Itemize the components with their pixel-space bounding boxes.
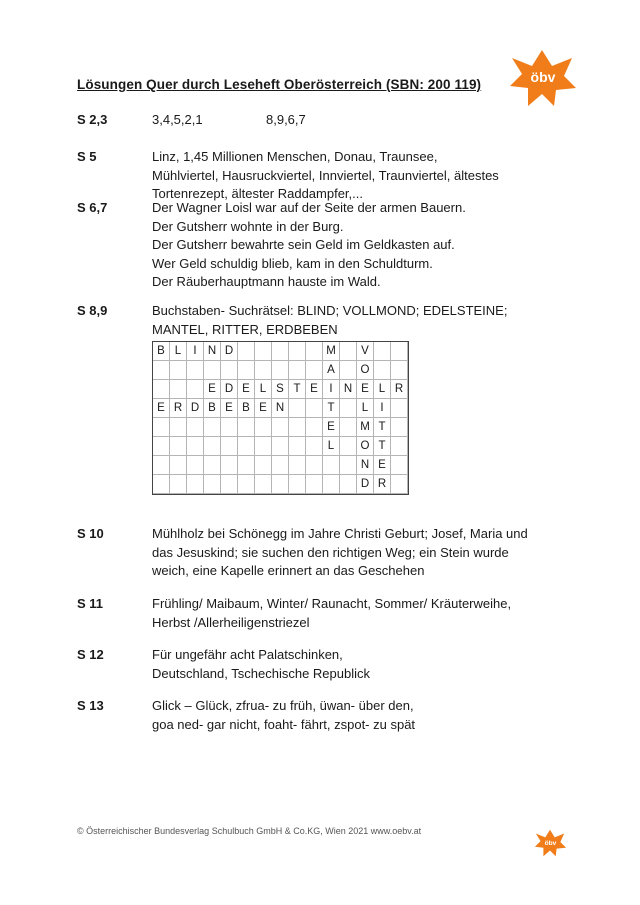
puzzle-cell	[221, 437, 238, 456]
svg-text:öbv: öbv	[544, 839, 557, 847]
puzzle-cell	[187, 437, 204, 456]
puzzle-cell	[340, 361, 357, 380]
text-line: Herbst /Allerheiligenstriezel	[152, 614, 310, 630]
text-line: das Jesuskind; sie suchen den richtigen Weg; ein Stein wurde	[152, 544, 509, 560]
puzzle-cell	[306, 418, 323, 437]
puzzle-cell	[340, 456, 357, 475]
puzzle-cell	[289, 437, 306, 456]
answer-part1: 3,4,5,2,1	[152, 112, 203, 127]
puzzle-cell	[391, 361, 408, 380]
puzzle-cell	[306, 361, 323, 380]
puzzle-cell	[238, 475, 255, 494]
puzzle-cell	[170, 456, 187, 475]
text-line: Buchstaben- Suchrätsel: BLIND; VOLLMOND; EDELSTEINE;	[152, 303, 508, 318]
puzzle-cell: T	[374, 437, 391, 456]
puzzle-cell	[323, 456, 340, 475]
puzzle-cell: L	[357, 399, 374, 418]
puzzle-cell	[391, 456, 408, 475]
letter-search-puzzle-grid	[152, 341, 409, 495]
section-label: S 2,3	[77, 112, 108, 127]
puzzle-cell: A	[323, 361, 340, 380]
text-line: Frühling/ Maibaum, Winter/ Raunacht, Sommer/ Kräuterweihe,	[152, 596, 512, 611]
puzzle-cell: I	[374, 399, 391, 418]
section-label: S 5	[77, 149, 97, 164]
puzzle-cell	[391, 418, 408, 437]
page-title: Lösungen Quer durch Leseheft Oberösterreich (SBN: 200 119)	[77, 77, 482, 92]
puzzle-cell	[289, 361, 306, 380]
puzzle-cell	[272, 418, 289, 437]
puzzle-cell	[221, 361, 238, 380]
puzzle-cell	[204, 418, 221, 437]
puzzle-cell	[306, 342, 323, 361]
puzzle-cell	[221, 456, 238, 475]
puzzle-cell	[340, 475, 357, 494]
puzzle-cell	[170, 437, 187, 456]
puzzle-cell: I	[187, 342, 204, 361]
text-line: Mühlholz bei Schönegg im Jahre Christi Geburt; Josef, Maria und	[152, 526, 528, 541]
section-label: S 11	[77, 596, 104, 611]
puzzle-cell: E	[153, 399, 170, 418]
puzzle-cell	[272, 456, 289, 475]
puzzle-cell	[272, 342, 289, 361]
text-line: Wer Geld schuldig blieb, kam in den Schuldturm.	[152, 255, 433, 271]
text-line: Mühlviertel, Hausruckviertel, Innviertel, Traunviertel, ältestes	[152, 167, 499, 183]
text-line: Glick – Glück, zfrua- zu früh, üwan- über den,	[152, 698, 414, 713]
puzzle-cell: V	[357, 342, 374, 361]
puzzle-cell	[255, 456, 272, 475]
puzzle-cell	[391, 437, 408, 456]
text-line: Der Gutsherr wohnte in der Burg.	[152, 218, 344, 234]
puzzle-cell	[153, 475, 170, 494]
section-label: S 12	[77, 647, 104, 662]
puzzle-cell	[204, 437, 221, 456]
puzzle-cell	[289, 456, 306, 475]
puzzle-cell	[272, 437, 289, 456]
puzzle-cell	[255, 342, 272, 361]
puzzle-cell	[204, 361, 221, 380]
puzzle-cell	[391, 399, 408, 418]
puzzle-cell: O	[357, 437, 374, 456]
text-line: Der Räuberhauptmann hauste im Wald.	[152, 274, 381, 289]
text-line: Tortenrezept, ältester Raddampfer,...	[152, 186, 363, 201]
puzzle-cell: E	[306, 380, 323, 399]
answer-part2: 8,9,6,7	[266, 112, 306, 127]
puzzle-cell: T	[374, 418, 391, 437]
svg-text:öbv: öbv	[530, 69, 556, 85]
puzzle-cell: N	[204, 342, 221, 361]
puzzle-cell	[340, 399, 357, 418]
puzzle-cell: D	[187, 399, 204, 418]
puzzle-cell	[323, 475, 340, 494]
text-line: Der Wagner Loisl war auf der Seite der armen Bauern.	[152, 200, 466, 215]
puzzle-cell: M	[323, 342, 340, 361]
puzzle-cell	[306, 437, 323, 456]
section-label: S 6,7	[77, 200, 108, 215]
puzzle-cell	[306, 399, 323, 418]
text-line: Linz, 1,45 Millionen Menschen, Donau, Traunsee,	[152, 149, 438, 164]
puzzle-cell: L	[374, 380, 391, 399]
puzzle-cell: E	[204, 380, 221, 399]
puzzle-cell	[187, 380, 204, 399]
puzzle-cell	[187, 456, 204, 475]
puzzle-cell: B	[153, 342, 170, 361]
puzzle-cell	[238, 342, 255, 361]
text-line: MANTEL, RITTER, ERDBEBEN	[152, 321, 338, 337]
puzzle-cell	[221, 475, 238, 494]
puzzle-cell	[272, 361, 289, 380]
puzzle-cell	[340, 437, 357, 456]
puzzle-cell: S	[272, 380, 289, 399]
puzzle-cell	[306, 475, 323, 494]
puzzle-cell	[170, 418, 187, 437]
copyright-footer: © Österreichischer Bundesverlag Schulbuch GmbH & Co.KG, Wien 2021 www.oebv.at	[77, 826, 422, 836]
puzzle-cell: N	[340, 380, 357, 399]
puzzle-cell: D	[221, 380, 238, 399]
puzzle-cell: E	[357, 380, 374, 399]
text-line: goa ned- gar nicht, foaht- fährt, zspot- zu spät	[152, 716, 416, 732]
puzzle-cell: B	[204, 399, 221, 418]
text-line: Für ungefähr acht Palatschinken,	[152, 647, 343, 662]
puzzle-cell: E	[238, 380, 255, 399]
puzzle-cell: N	[272, 399, 289, 418]
section-label: S 13	[77, 698, 104, 713]
text-line: Deutschland, Tschechische Republick	[152, 665, 370, 681]
puzzle-cell: E	[255, 399, 272, 418]
section-label: S 8,9	[77, 303, 108, 318]
puzzle-cell	[255, 418, 272, 437]
puzzle-cell	[340, 342, 357, 361]
puzzle-cell	[153, 361, 170, 380]
puzzle-cell: L	[323, 437, 340, 456]
puzzle-cell	[289, 475, 306, 494]
puzzle-cell	[289, 342, 306, 361]
puzzle-cell: M	[357, 418, 374, 437]
puzzle-cell	[204, 456, 221, 475]
puzzle-cell	[255, 437, 272, 456]
puzzle-cell: O	[357, 361, 374, 380]
puzzle-cell	[391, 342, 408, 361]
text-line: weich, eine Kapelle erinnert an das Geschehen	[152, 563, 425, 578]
puzzle-cell	[153, 418, 170, 437]
puzzle-cell: R	[391, 380, 408, 399]
puzzle-cell: E	[221, 399, 238, 418]
puzzle-cell	[391, 475, 408, 494]
puzzle-cell	[187, 361, 204, 380]
oebv-logo-small	[533, 826, 567, 860]
puzzle-cell	[255, 475, 272, 494]
puzzle-cell	[374, 342, 391, 361]
puzzle-cell	[187, 418, 204, 437]
puzzle-cell	[153, 456, 170, 475]
puzzle-cell	[238, 361, 255, 380]
section-label: S 10	[77, 526, 104, 541]
puzzle-cell	[221, 418, 238, 437]
puzzle-cell	[306, 456, 323, 475]
oebv-logo	[506, 48, 578, 108]
puzzle-cell: E	[323, 418, 340, 437]
puzzle-cell: I	[323, 380, 340, 399]
puzzle-cell	[170, 380, 187, 399]
puzzle-cell	[238, 437, 255, 456]
puzzle-cell	[187, 475, 204, 494]
puzzle-cell: B	[238, 399, 255, 418]
puzzle-cell	[204, 475, 221, 494]
puzzle-cell: D	[221, 342, 238, 361]
puzzle-cell	[374, 361, 391, 380]
puzzle-cell: L	[170, 342, 187, 361]
puzzle-cell	[340, 418, 357, 437]
puzzle-cell	[289, 418, 306, 437]
puzzle-cell: D	[357, 475, 374, 494]
puzzle-cell: E	[374, 456, 391, 475]
puzzle-cell	[170, 475, 187, 494]
puzzle-cell	[272, 475, 289, 494]
puzzle-cell	[238, 456, 255, 475]
puzzle-cell	[170, 361, 187, 380]
puzzle-cell: R	[170, 399, 187, 418]
puzzle-cell	[255, 361, 272, 380]
puzzle-cell	[238, 418, 255, 437]
puzzle-cell: L	[255, 380, 272, 399]
puzzle-cell: R	[374, 475, 391, 494]
puzzle-cell	[153, 380, 170, 399]
puzzle-cell: T	[323, 399, 340, 418]
text-line: Der Gutsherr bewahrte sein Geld im Geldkasten auf.	[152, 237, 455, 252]
puzzle-cell	[153, 437, 170, 456]
puzzle-cell	[289, 399, 306, 418]
puzzle-cell: T	[289, 380, 306, 399]
puzzle-cell: N	[357, 456, 374, 475]
